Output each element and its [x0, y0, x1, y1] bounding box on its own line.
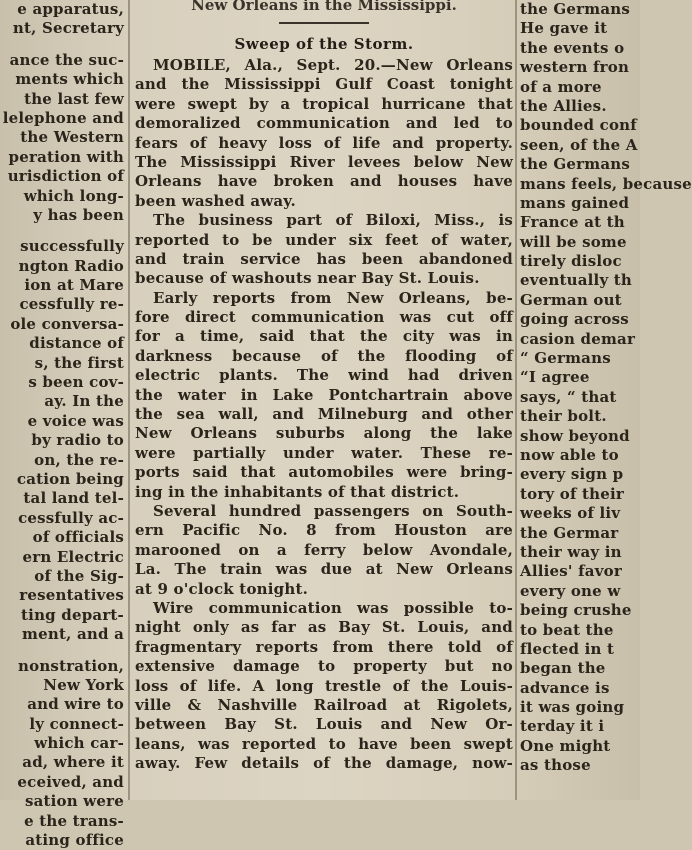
- column-rule-left: [128, 0, 130, 800]
- article-line: demoralized communication and led to: [135, 114, 513, 133]
- right-column-line: the Germans: [520, 155, 630, 174]
- left-column-line: nonstration,: [18, 656, 124, 675]
- article-line: reported to be under six feet of water,: [135, 230, 513, 249]
- left-column-line: on, the re-: [34, 450, 124, 469]
- right-column-line: western fron: [520, 58, 630, 77]
- left-column-line: by radio to: [31, 431, 124, 450]
- right-column-line: will be some: [520, 232, 627, 251]
- left-column-line: ion at Mare: [24, 276, 124, 295]
- right-column-line: flected in t: [520, 639, 615, 658]
- left-column-line: urisdiction of: [7, 167, 124, 186]
- article-body: [135, 56, 513, 773]
- left-column-line: ern Electric: [22, 547, 124, 566]
- article-line: ville & Nashville Railroad at Rigolets,: [135, 695, 513, 714]
- article-line: between Bay St. Louis and New Or-: [135, 715, 513, 734]
- article-line: ports said that automobiles were bring-: [135, 463, 513, 482]
- left-column-line: [0, 39, 124, 51]
- left-column-line: y has been: [33, 205, 124, 224]
- article-line: Early reports from New Orleans, be-: [153, 288, 513, 307]
- separator-rule: [279, 22, 369, 24]
- left-column-line: which car-: [34, 734, 124, 753]
- right-column-line: their way in: [520, 542, 622, 561]
- left-column-line: ad, where it: [22, 753, 124, 772]
- right-column-line: as those: [520, 756, 591, 775]
- left-column-line: ngton Radio: [18, 256, 124, 275]
- right-column-line: says, “ that: [520, 387, 617, 406]
- article-line: Wire communication was possible to-: [153, 598, 513, 617]
- right-column-line: now able to: [520, 445, 619, 464]
- left-column-line: ly connect-: [29, 714, 124, 733]
- left-column-line: distance of: [29, 334, 124, 353]
- article-line: night only as far as Bay St. Louis, and: [135, 618, 513, 637]
- left-column-line: tal land tel-: [23, 489, 124, 508]
- left-column-line: which long-: [23, 186, 124, 205]
- left-column-line: of the Sig-: [34, 566, 124, 585]
- left-column-line: lelephone and: [2, 108, 124, 127]
- right-column-line: seen, of the A: [520, 135, 638, 154]
- right-column-line: He gave it: [520, 19, 608, 38]
- article-line: and the Mississippi Gulf Coast tonight: [135, 75, 513, 94]
- right-column-line: the Germar: [520, 523, 619, 542]
- right-column-line: advance is: [520, 678, 610, 697]
- left-column-line: cessfully ac-: [18, 508, 124, 527]
- right-column-line: One might: [520, 736, 611, 755]
- right-column-line: being crushe: [520, 601, 632, 620]
- left-column-line: resentatives: [19, 586, 124, 605]
- column-rule-right: [515, 0, 517, 800]
- right-column-line: of a more: [520, 77, 602, 96]
- article-line: at 9 o'clock tonight.: [135, 579, 308, 598]
- article-line: fears of heavy loss of life and property.: [135, 133, 513, 152]
- left-column-line: eceived, and: [17, 772, 124, 791]
- right-column-line: show beyond: [520, 426, 630, 445]
- right-column-line: mans feels, because: [520, 174, 692, 193]
- left-column-line: nt, Secretary: [12, 19, 124, 38]
- article-line: the sea wall, and Milneburg and other: [135, 405, 513, 424]
- article-line: ern Pacific No. 8 from Houston are: [135, 521, 513, 540]
- right-column-line: bounded conf: [520, 116, 637, 135]
- right-column-line: Allies' favor: [520, 562, 622, 581]
- right-column-line: every one w: [520, 581, 621, 600]
- article-line: for a time, said that the city was in: [135, 327, 513, 346]
- left-column-line: ay. In the: [44, 392, 124, 411]
- left-column-line: s been cov-: [28, 373, 124, 392]
- article-line: were partially under water. These re-: [135, 443, 513, 462]
- article-line: The business part of Biloxi, Miss., is: [153, 211, 513, 230]
- left-column-line: ments which: [15, 70, 124, 89]
- article-line: Orleans have broken and houses have: [135, 172, 513, 191]
- left-column-line: of officials: [32, 528, 124, 547]
- left-column-line: e apparatus,: [17, 0, 124, 18]
- right-column-line: began the: [520, 659, 606, 678]
- article-line: electric plants. The wind had driven: [135, 366, 513, 385]
- article-line: leans, was reported to have been swept: [135, 734, 513, 753]
- right-column-line: the events o: [520, 38, 625, 57]
- right-column-line: every sign p: [520, 465, 624, 484]
- article-line: and train service has been abandoned: [135, 249, 513, 268]
- left-column-line: ole conversa-: [10, 314, 124, 333]
- article-line: The Mississippi River levees below New: [135, 152, 513, 171]
- left-column-line: sation were: [24, 792, 124, 811]
- article-line: the water in Lake Pontchartrain above: [135, 385, 513, 404]
- article-line: extensive damage to property but no: [135, 657, 513, 676]
- left-column-line: ance the suc-: [9, 50, 124, 69]
- article-line: La. The train was due at New Orleans: [135, 560, 513, 579]
- left-column-line: ment, and a: [22, 625, 124, 644]
- right-column-line: mans gained: [520, 193, 630, 212]
- right-column-line: it was going: [520, 698, 625, 717]
- article-headline: Sweep of the Storm.: [234, 35, 414, 53]
- left-column-line: s, the first: [34, 353, 124, 372]
- article-line: New Orleans suburbs along the lake: [135, 424, 513, 443]
- right-column-line: their bolt.: [520, 407, 607, 426]
- left-column-line: cation being: [16, 469, 124, 488]
- left-column-line: e voice was: [27, 411, 124, 430]
- left-column-line: New York: [43, 675, 124, 694]
- right-column-line: “ Germans: [520, 349, 611, 368]
- left-column-line: and wire to: [27, 695, 124, 714]
- article-line: loss of life. A long trestle of the Louis-: [135, 676, 513, 695]
- article-line: marooned on a ferry below Avondale,: [135, 540, 513, 559]
- left-column-line: cessfully re-: [19, 295, 124, 314]
- cut-off-headline: New Orleans in the Mississippi.: [191, 0, 457, 14]
- article-line: because of washouts near Bay St. Louis.: [135, 269, 480, 288]
- article-column: [135, 0, 513, 800]
- left-column-line: e the trans-: [24, 811, 124, 830]
- left-column-line: successfully: [20, 237, 124, 256]
- left-column-line: [0, 225, 124, 237]
- article-line: darkness because of the flooding of: [135, 346, 513, 365]
- right-column-line: weeks of liv: [520, 504, 621, 523]
- article-line: been washed away.: [135, 191, 296, 210]
- left-column-line: peration with: [8, 147, 124, 166]
- article-line: fore direct communication was cut off: [135, 308, 513, 327]
- article-line: fragmentary reports from there told of: [135, 637, 513, 656]
- left-column-line: ating office: [25, 831, 124, 850]
- left-column: [0, 0, 124, 850]
- right-column-line: tory of their: [520, 484, 625, 503]
- right-column-line: the Allies.: [520, 96, 607, 115]
- left-column-line: the Western: [20, 128, 124, 147]
- right-column-line: tirely disloc: [520, 252, 622, 271]
- left-column-line: [0, 645, 124, 657]
- left-column-line: the last few: [24, 89, 124, 108]
- right-column-line: going across: [520, 310, 629, 329]
- right-column-line: the Germans: [520, 0, 630, 18]
- article-line: away. Few details of the damage, now-: [135, 754, 513, 773]
- right-column-line: terday it i: [520, 717, 605, 736]
- right-column-line: German out: [520, 290, 622, 309]
- left-column-line: ting depart-: [21, 605, 124, 624]
- right-column-line: “I agree: [520, 368, 590, 387]
- right-column: [520, 0, 692, 800]
- article-line: MOBILE, Ala., Sept. 20.—New Orleans: [153, 56, 513, 74]
- right-column-line: to beat the: [520, 620, 614, 639]
- right-column-line: casion demar: [520, 329, 636, 348]
- right-column-line: eventually th: [520, 271, 633, 290]
- article-line: Several hundred passengers on South-: [153, 501, 513, 520]
- article-line: ing in the inhabitants of that district.: [135, 482, 460, 501]
- article-line: were swept by a tropical hurricane that: [135, 94, 513, 113]
- right-column-line: France at th: [520, 213, 625, 232]
